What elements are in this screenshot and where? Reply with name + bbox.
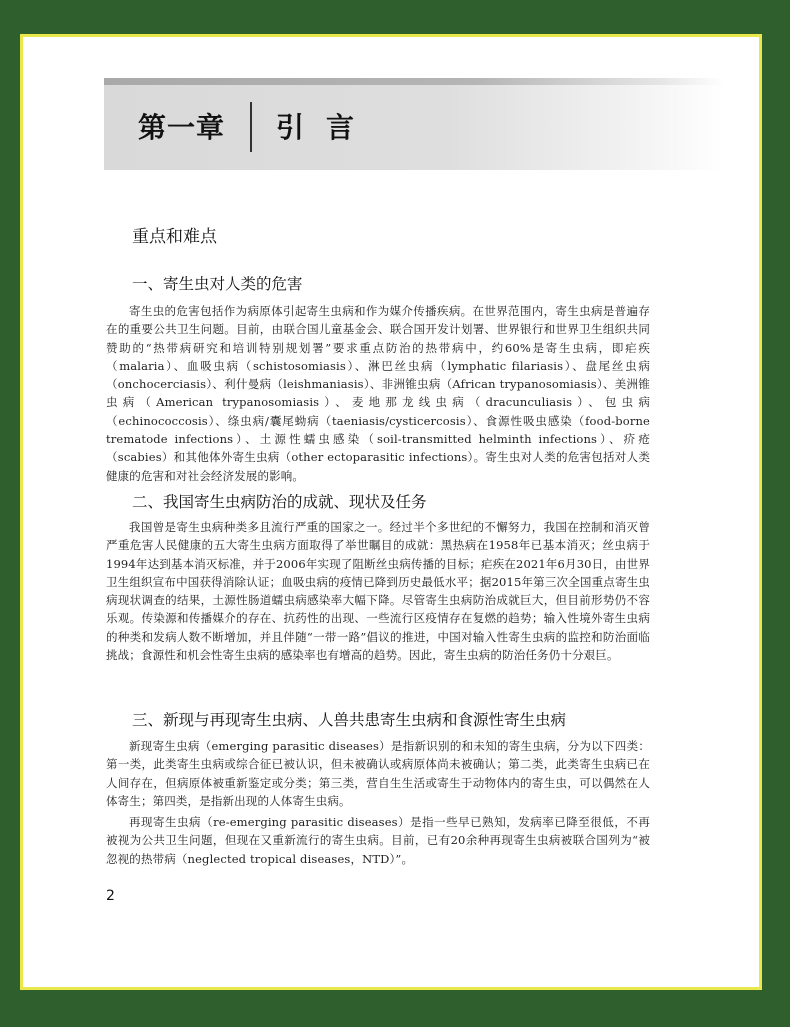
section-2-paragraph: 我国曾是寄生虫病种类多且流行严重的国家之一。经过半个多世纪的不懈努力，我国在控制和消灭曾严重危害人民健康的五大寄生虫病方面取得了举世瞩目的成就：黑热病在1958年已基本消灭；丝虫病于1994年达到基本消灭标准，并于2006年实现了阻断丝虫病传播的目标；疟疾在2021年6月30日，由世界卫生组织宣布中国获得消除认证；血吸虫病的疫情已降到历史最低水平；据2015年第三次全国重点寄生虫病现状调查的结果，土源性肠道蠕虫病感染率大幅下降。尽管寄生虫病防治成就巨大，但目前形势仍不容乐观。传染源和传播媒介的存在、抗药性的出现、一些流行区疫情存在复燃的趋势；输入性境外寄生虫病的种类和发病人数不断增加，并且伴随“一带一路”倡议的推进，中国对输入性寄生虫病的监控和防治面临挑战；食源性和机会性寄生虫病的感染率也有增高的趋势。因此，寄生虫病的防治任务仍十分艰巨。 [106, 520, 650, 663]
section-title-3: 三、新现与再现寄生虫病、人兽共患寄生虫病和食源性寄生虫病 [132, 711, 567, 729]
section-3-paragraph-1: 新现寄生虫病（emerging parasitic diseases）是指新识别的和未知的寄生虫病，分为以下四类：第一类，此类寄生虫病或综合征已被认识，但未被确认或病原体尚未被确认；第二类，此类寄生虫病已在人间存在，但病原体被重新鉴定或分类；第三类，营自生生活或寄生于动物体内的寄生虫，可以偶然在人体寄生；第四类，是指新出现的人体寄生虫病。 [106, 739, 650, 808]
chapter-header-shadow [104, 78, 724, 85]
key-points-title: 重点和难点 [132, 227, 217, 247]
chapter-title: 引言 [276, 111, 377, 144]
page-number: 2 [106, 888, 115, 904]
section-title-2: 二、我国寄生虫病防治的成就、现状及任务 [132, 493, 427, 511]
section-3-paragraph-2: 再现寄生虫病（re-emerging parasitic diseases）是指一些早已熟知，发病率已降至很低，不再被视为公共卫生问题，但现在又重新流行的寄生虫病。目前，已有20余种再现寄生虫病被联合国列为“被忽视的热带病（neglected tropical diseases，NTD）”。 [106, 815, 650, 866]
chapter-divider [250, 102, 252, 152]
chapter-number: 第一章 [138, 111, 226, 144]
section-1-paragraph: 寄生虫的危害包括作为病原体引起寄生虫病和作为媒介传播疾病。在世界范围内，寄生虫病是普遍存在的重要公共卫生问题。目前，由联合国儿童基金会、联合国开发计划署、世界银行和世界卫生组织共同赞助的“热带病研究和培训特别规划署”要求重点防治的热带病中，约60%是寄生虫病，即疟疾（malaria）、血吸虫病（schistosomiasis）、淋巴丝虫病（lymphatic filariasis）、盘尾丝虫病（onchocerciasis）、利什曼病（leishmaniasis）、非洲锥虫病（African trypanosomiasis）、美洲锥虫病（American trypanosomiasis）、麦地那龙线虫病（dracunculiasis）、包虫病（echinococcosis）、绦虫病/囊尾蚴病（taeniasis/cysticercosis）、食源性吸虫感染（food-borne trematode infections）、土源性蠕虫感染（soil-transmitted helminth infections）、疥疮（scabies）和其他体外寄生虫病（other ectoparasitic infections）。寄生虫对人类的危害包括对人类健康的危害和对社会经济发展的影响。 [106, 304, 650, 483]
section-title-1: 一、寄生虫对人类的危害 [132, 275, 303, 293]
